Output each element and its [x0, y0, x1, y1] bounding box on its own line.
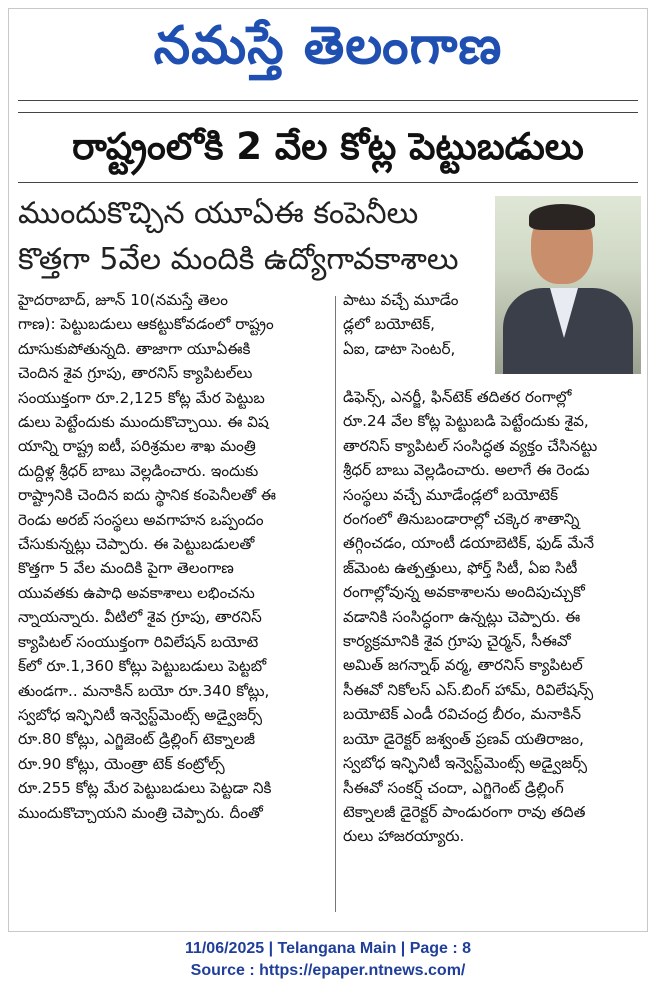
minister-photo [495, 196, 641, 374]
subheadline-1: ముందుకొచ్చిన యూఏఈ కంపెనీలు [18, 196, 419, 231]
article-column-2-top: పాటు వచ్చే మూడేం డ్లలో బయోటెక్, ఏఐ, డాటా సెంటర్, [343, 291, 459, 358]
footer-source: Source : https://epaper.ntnews.com/ [190, 962, 466, 979]
article-column-2: డిఫెన్స్, ఎనర్జీ, ఫిన్‌టెక్ తదితర రంగాల్లో రూ.24 వేల కోట్ల పెట్టుబడి పెట్టేందుకు శైవ, తారనిస్ క్యాపిటల్ సంసిద్ధత వ్యక్తం చేసినట్టు శ్రీధర్ బాబు వెల్లడించారు. అలాగే ఈ రెండు సంస్థలు వచ్చే మూడేండ్లలో బయోటెక్ రంగంలో తినుబండారాల్లో చక్కెర శాతాన్ని తగ్గించడం, యాంటీ డయాబెటిక్, ఫుడ్ మేనే జ్‌మెంట ఉత్పత్తులు, ఫోర్త్ సిటీ, ఏఐ సిటీ రంగాల్లోవున్న అవకాశాలను అందిపుచ్చుకో వడానికి సంసిద్ధంగా ఉన్నట్లు చెప్పారు. ఈ కార్యక్రమానికి శైవ గ్రూపు చైర్మన్, సీఈవో అమిత్ జగన్నాథ్ వర్మ, తారనిస్ క్యాపిటల్ సీఈవో నికోలస్ ఎస్.బింగ్ హామ్, రివిలేషన్స్ బయోటెక్ ఎండీ రవిచంద్ర బీరం, మనాకిన్ బయో డైరెక్టర్ జశ్వంత్ ప్రణవ్ యతిరాజం, స్వబోధ ఇన్ఫినిటీ ఇన్వెస్ట్‌మెంట్స్ అడ్వైజర్స్ సీఈవో సంకర్ష్ చందా, ఎగ్జిగెంట్ డ్రిల్లింగ్ టెక్నాలజీ డైరెక్టర్ పాండురంగా రావు తదిత రులు హాజరయ్యారు. [343, 388, 598, 846]
headline-bottom-rule [18, 182, 638, 183]
newspaper-masthead: నమస్తే తెలంగాణ [153, 16, 503, 76]
article-column-1: హైదరాబాద్, జూన్ 10(నమస్తే తెలం గాణ): పెట్టుబడులు ఆకట్టుకోవడంలో రాష్ట్రం దూసుకుపోతున్నది. తాజాగా యూఏఈకి చెందిన శైవ గ్రూపు, తారనిస్ క్యాపిటల్‌లు సంయుక్తంగా రూ.2,125 కోట్ల మేర పెట్టుబ డులు పెట్టేందుకు ముందుకొచ్చాయి. ఈ విష యాన్ని రాష్ట్ర ఐటీ, పరిశ్రమల శాఖ మంత్రి దుద్దిళ్ల శ్రీధర్ బాబు వెల్లడించారు. ఇందుకు రాష్ట్రానికి చెందిన ఐదు స్థానిక కంపెనీలతో ఈ రెండు అరబ్ సంస్థలు అవగాహన ఒప్పందం చేసుకున్నట్లు చెప్పారు. ఈ పెట్టుబడులతో కొత్తగా 5 వేల మందికి పైగా తెలంగాణ యువతకు ఉపాధి అవకాశాలు లభించను న్నాయన్నారు. వీటిలో శైవ గ్రూపు, తారనిస్ క్యాపిటల్ సంయుక్తంగా రివిలేషన్ బయోటె క్‌లో రూ.1,360 కోట్లు పెట్టుబడులు పెట్టబో తుండగా.. మనాకిన్ బయో రూ.340 కోట్లు, స్వబోధ ఇన్ఫినిటీ ఇన్వెస్ట్‌మెంట్స్ అడ్వైజర్స్ రూ.80 కోట్లు, ఎగ్జిజెంట్ డ్రిల్లింగ్ టెక్నాలజీ రూ.90 కోట్లు, యెంత్రా టెక్ కంట్రోల్స్ రూ.255 కోట్ల మేర పెట్టుబడులు పెట్టడా నికి ముందుకొచ్చాయని మంత్రి చెప్పారు. దీంతో [18, 291, 277, 822]
masthead-rule [18, 100, 638, 101]
headline-rule [18, 112, 638, 113]
article-headline: రాష్ట్రంలోకి 2 వేల కోట్ల పెట్టుబడులు [72, 125, 584, 168]
footer-date-page: 11/06/2025 | Telangana Main | Page : 8 [184, 940, 472, 957]
column-divider [335, 296, 336, 912]
subheadline-2: కొత్తగా 5వేల మందికి ఉద్యోగావకాశాలు [18, 242, 459, 277]
